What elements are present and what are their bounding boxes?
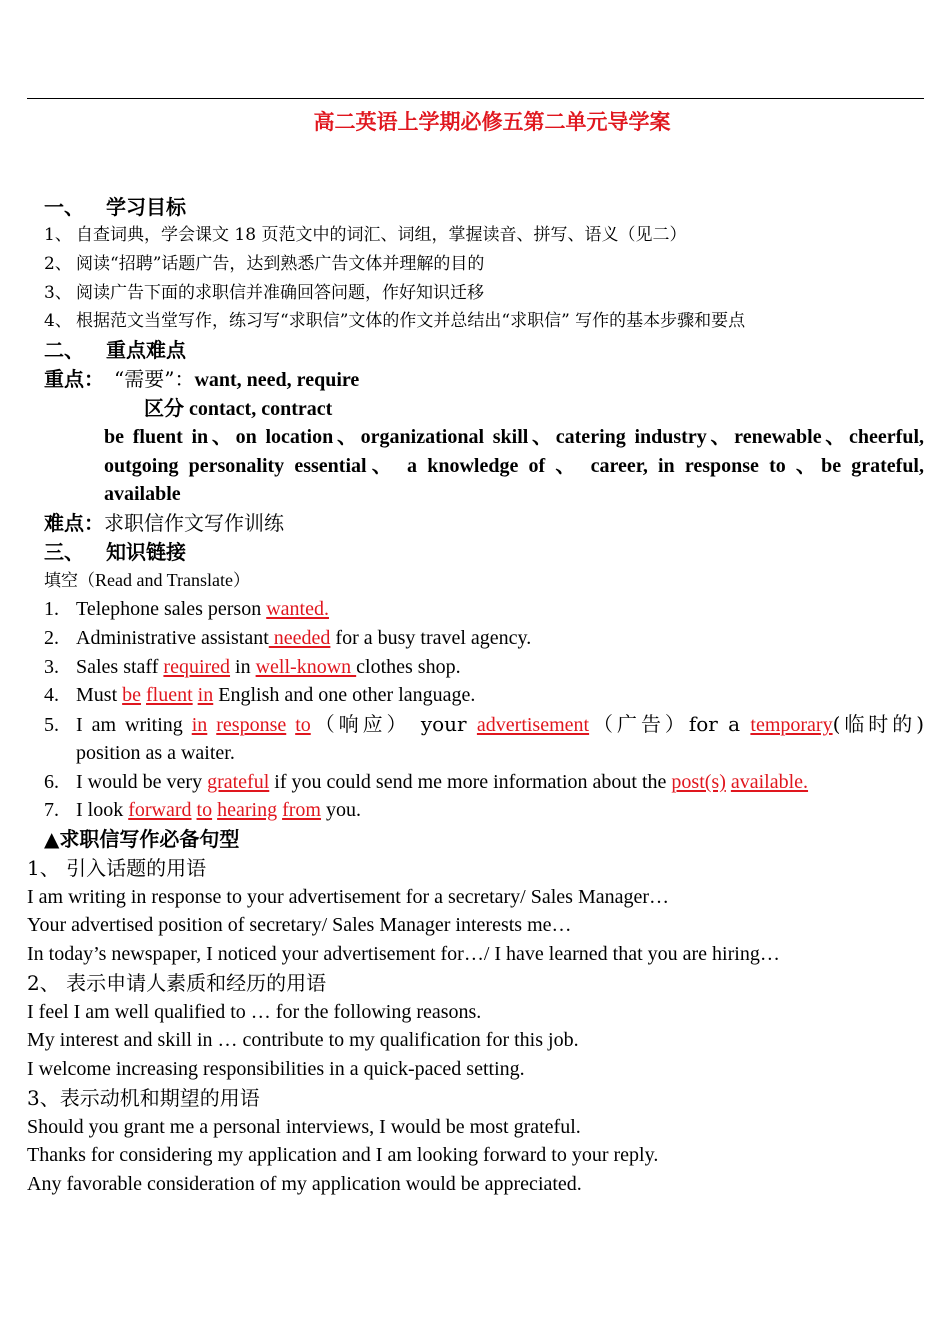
pattern-sentence: My interest and skill in … contribute to my qualification for this job. — [27, 1029, 579, 1051]
section3-heading — [44, 538, 186, 567]
page-title: 高二英语上学期必修五第二单元导学案 — [313, 110, 671, 134]
answer-blank: grateful — [207, 771, 270, 793]
exercise-item: 4. Must be fluent in English and one other language. — [44, 684, 476, 706]
answer-blank: in — [191, 714, 208, 736]
header-rule — [27, 98, 924, 99]
key-label: 重点： — [44, 367, 104, 391]
sentence-text — [207, 714, 216, 736]
pattern-group-title: 1、 引入话题的用语 — [27, 856, 207, 880]
objective-item: 2、 阅读“招聘”话题广告，达到熟悉广告文体并理解的目的 — [44, 254, 485, 274]
objective-item: 3、 阅读广告下面的求职信并准确回答问题，作好知识迁移 — [44, 283, 484, 303]
answer-blank: hearing — [217, 799, 278, 821]
section1-heading — [44, 193, 186, 222]
exercise-item: 1. Telephone sales person wanted. — [44, 598, 329, 620]
exercise-item: 3. Sales staff required in well-known clothes shop. — [44, 656, 461, 678]
key-points-line: 重点： “需要”：want, need, require — [44, 367, 360, 391]
pattern-sentence: In today’s newspaper, I noticed your advertisement for…/ I have learned that you are hiring… — [27, 943, 780, 965]
answer-blank: forward — [128, 799, 192, 821]
pattern-sentence: I am writing in response to your advertisement for a secretary/ Sales Manager… — [27, 886, 670, 908]
section2-number: 二、 — [44, 338, 84, 362]
sentence-text: you. — [320, 799, 361, 821]
sentence-text: for a busy travel agency. — [330, 627, 532, 649]
sentence-text: I look — [76, 799, 129, 821]
answer-blank: well-known — [255, 656, 357, 678]
exercise-item-continuation: position as a waiter. — [76, 742, 235, 764]
answer-blank: advertisement — [476, 714, 590, 736]
answer-blank: wanted — [266, 598, 324, 620]
key-phrases-line: outgoing personality essential、 a knowledge of 、 career, in response to 、be grateful, — [104, 455, 924, 477]
answer-blank: post(s) — [671, 771, 726, 793]
section3-number: 三、 — [44, 540, 84, 564]
answer-blank: needed — [268, 627, 331, 649]
answer-blank: from — [282, 799, 321, 821]
pattern-group-title: 3、表示动机和期望的用语 — [27, 1086, 260, 1110]
exercise-instruction: 填空（Read and Translate） — [44, 570, 250, 591]
sentence-text: I would be very — [76, 771, 208, 793]
answer-blank: available. — [730, 771, 809, 793]
sentence-text: English and one other language. — [213, 684, 476, 706]
pattern-sentence: Your advertised position of secretary/ Sales Manager interests me… — [27, 914, 572, 936]
answer-blank: . — [323, 598, 329, 620]
key-distinguish-line: 区分 contact, contract — [144, 396, 333, 420]
pattern-group-title: 2、 表示申请人素质和经历的用语 — [27, 971, 327, 995]
sentence-text: in — [230, 656, 256, 678]
pattern-sentence: I feel I am well qualified to … for the following reasons. — [27, 1001, 482, 1023]
answer-blank: required — [163, 656, 231, 678]
answer-blank: to — [196, 799, 213, 821]
pattern-sentence: I welcome increasing responsibilities in a quick-paced setting. — [27, 1058, 525, 1080]
sentence-text: （广告）for a — [589, 712, 751, 736]
section3-title: 知识链接 — [106, 540, 186, 564]
answer-blank: fluent — [146, 684, 193, 706]
answer-blank: in — [197, 684, 214, 706]
patterns-heading: ▲求职信写作必备句型 — [44, 827, 240, 851]
key-phrases-line: available — [104, 483, 181, 505]
exercise-item: 5. I am writing in response to（响应） your advertisement（广告）for a temporary(临时的) — [44, 712, 925, 736]
sentence-text: clothes shop. — [356, 656, 461, 678]
pattern-sentence: Thanks for considering my application and I am looking forward to your reply. — [27, 1144, 659, 1166]
answer-blank: temporary — [750, 714, 833, 736]
objective-item: 1、 自查词典，学会课文 18 页范文中的词汇、词组，掌握读音、拼写、语义（见二） — [44, 225, 687, 245]
pattern-sentence: Any favorable consideration of my application would be appreciated. — [27, 1173, 582, 1195]
section2-heading — [44, 336, 186, 365]
sentence-text: (临时的) — [832, 712, 925, 736]
objective-item: 4、 根据范文当堂写作，练习写“求职信”文体的作文并总结出“求职信” 写作的基本步骤和要点 — [44, 311, 746, 331]
answer-blank: to — [295, 714, 311, 736]
answer-blank: response — [216, 714, 287, 736]
sentence-text: Sales staff — [76, 656, 164, 678]
sentence-text: Must — [76, 684, 123, 706]
key-phrases-line: be fluent in、on location、organizational skill、catering industry、renewable、cheerful, — [104, 426, 924, 448]
pattern-sentence: Should you grant me a personal interviews, I would be most grateful. — [27, 1116, 581, 1138]
sentence-text: （响应） your — [310, 712, 477, 736]
exercise-item: 2. Administrative assistant needed for a busy travel agency. — [44, 627, 532, 649]
section2-title: 重点难点 — [106, 338, 186, 362]
exercise-item: 7. I look forward to hearing from you. — [44, 799, 361, 821]
section1-number: 一、 — [44, 195, 84, 219]
sentence-text: Administrative assistant — [76, 627, 269, 649]
sentence-text: if you could send me more information about the — [269, 771, 672, 793]
sentence-text: Telephone sales person — [76, 598, 267, 620]
difficulty-line: 难点：求职信作文写作训练 — [44, 511, 284, 535]
section1-title: 学习目标 — [106, 195, 186, 219]
exercise-item: 6. I would be very grateful if you could send me more information about the post(s) available. — [44, 771, 809, 793]
answer-blank: be — [122, 684, 142, 706]
sentence-text: I am writing — [76, 714, 192, 736]
sentence-text — [286, 714, 295, 736]
difficulty-label: 难点： — [44, 511, 104, 535]
